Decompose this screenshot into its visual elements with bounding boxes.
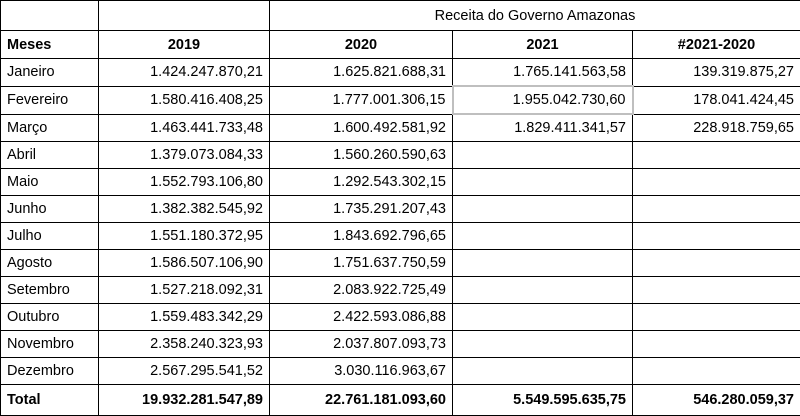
value-2020-cell[interactable]: 1.600.492.581,92	[270, 114, 453, 142]
value-2021-cell[interactable]: 1.765.141.563,58	[453, 59, 633, 87]
value-2021-cell[interactable]	[453, 304, 633, 331]
month-cell[interactable]: Janeiro	[1, 59, 99, 87]
value-2019-cell[interactable]: 1.580.416.408,25	[99, 86, 270, 114]
value-2021-cell[interactable]	[453, 196, 633, 223]
value-2021-cell[interactable]	[453, 169, 633, 196]
value-diff-cell[interactable]	[633, 169, 800, 196]
value-2020-cell[interactable]: 1.560.260.590,63	[270, 142, 453, 169]
table-row	[1, 114, 800, 142]
value-2020-cell[interactable]: 1.751.637.750,59	[270, 250, 453, 277]
value-2019-cell[interactable]: 1.463.441.733,48	[99, 114, 270, 142]
value-2019-cell[interactable]: 1.382.382.545,92	[99, 196, 270, 223]
total-2021-cell[interactable]: 5.549.595.635,75	[453, 385, 633, 416]
value-diff-cell[interactable]	[633, 331, 800, 358]
month-cell[interactable]: Junho	[1, 196, 99, 223]
month-cell[interactable]: Dezembro	[1, 358, 99, 385]
table-row	[1, 277, 800, 304]
table-row	[1, 250, 800, 277]
table-row	[1, 169, 800, 196]
total-label[interactable]: Total	[1, 385, 99, 416]
month-cell[interactable]: Abril	[1, 142, 99, 169]
value-2021-cell[interactable]	[453, 223, 633, 250]
value-diff-cell[interactable]	[633, 250, 800, 277]
value-2020-cell[interactable]: 2.422.593.086,88	[270, 304, 453, 331]
value-diff-cell[interactable]: 228.918.759,65	[633, 114, 800, 142]
header-2021: 2021	[453, 31, 633, 59]
table-row	[1, 223, 800, 250]
value-2020-cell[interactable]: 3.030.116.963,67	[270, 358, 453, 385]
table-row	[1, 358, 800, 385]
value-2021-cell[interactable]	[453, 142, 633, 169]
value-2021-cell[interactable]	[453, 331, 633, 358]
value-2021-cell[interactable]	[453, 277, 633, 304]
month-cell[interactable]: Março	[1, 114, 99, 142]
table-row	[1, 86, 800, 114]
title-blank-cell[interactable]	[99, 1, 270, 31]
table-title: Receita do Governo Amazonas	[270, 1, 800, 31]
value-2019-cell[interactable]: 1.424.247.870,21	[99, 59, 270, 87]
value-2019-cell[interactable]: 1.586.507.106,90	[99, 250, 270, 277]
month-cell[interactable]: Outubro	[1, 304, 99, 331]
total-2020-cell[interactable]: 22.761.181.093,60	[270, 385, 453, 416]
table-row	[1, 331, 800, 358]
month-cell[interactable]: Novembro	[1, 331, 99, 358]
table-row	[1, 142, 800, 169]
month-cell[interactable]: Maio	[1, 169, 99, 196]
table-row	[1, 59, 800, 87]
value-2019-cell[interactable]: 1.527.218.092,31	[99, 277, 270, 304]
value-2019-cell[interactable]: 2.567.295.541,52	[99, 358, 270, 385]
value-2020-cell[interactable]: 1.735.291.207,43	[270, 196, 453, 223]
value-diff-cell[interactable]	[633, 277, 800, 304]
header-2020: 2020	[270, 31, 453, 59]
value-2020-cell[interactable]: 2.037.807.093,73	[270, 331, 453, 358]
value-diff-cell[interactable]: 178.041.424,45	[633, 86, 800, 114]
header-months: Meses	[1, 31, 99, 59]
value-2021-cell[interactable]: 1.829.411.341,57	[453, 114, 633, 142]
value-2021-cell[interactable]	[453, 250, 633, 277]
value-2019-cell[interactable]: 1.551.180.372,95	[99, 223, 270, 250]
value-diff-cell[interactable]	[633, 196, 800, 223]
value-2019-cell[interactable]: 1.552.793.106,80	[99, 169, 270, 196]
value-diff-cell[interactable]	[633, 142, 800, 169]
header-row	[1, 31, 800, 59]
total-2019-cell[interactable]: 19.932.281.547,89	[99, 385, 270, 416]
total-diff-cell[interactable]: 546.280.059,37	[633, 385, 800, 416]
value-2020-cell[interactable]: 1.625.821.688,31	[270, 59, 453, 87]
value-2021-cell[interactable]	[453, 358, 633, 385]
title-blank-cell[interactable]	[1, 1, 99, 31]
value-2020-cell[interactable]: 1.777.001.306,15	[270, 86, 453, 114]
value-diff-cell[interactable]: 139.319.875,27	[633, 59, 800, 87]
month-cell[interactable]: Julho	[1, 223, 99, 250]
table-row	[1, 196, 800, 223]
value-2020-cell[interactable]: 1.843.692.796,65	[270, 223, 453, 250]
value-2020-cell[interactable]: 2.083.922.725,49	[270, 277, 453, 304]
value-diff-cell[interactable]	[633, 358, 800, 385]
table-row	[1, 304, 800, 331]
value-2019-cell[interactable]: 2.358.240.323,93	[99, 331, 270, 358]
month-cell[interactable]: Agosto	[1, 250, 99, 277]
month-cell[interactable]: Fevereiro	[1, 86, 99, 114]
value-2019-cell[interactable]: 1.379.073.084,33	[99, 142, 270, 169]
month-cell[interactable]: Setembro	[1, 277, 99, 304]
header-diff: #2021-2020	[633, 31, 800, 59]
title-row	[1, 1, 800, 31]
total-row	[1, 385, 800, 416]
header-2019: 2019	[99, 31, 270, 59]
value-2019-cell[interactable]: 1.559.483.342,29	[99, 304, 270, 331]
value-2020-cell[interactable]: 1.292.543.302,15	[270, 169, 453, 196]
value-diff-cell[interactable]	[633, 304, 800, 331]
selected-value-2021-cell[interactable]: 1.955.042.730,60	[453, 86, 633, 114]
value-diff-cell[interactable]	[633, 223, 800, 250]
